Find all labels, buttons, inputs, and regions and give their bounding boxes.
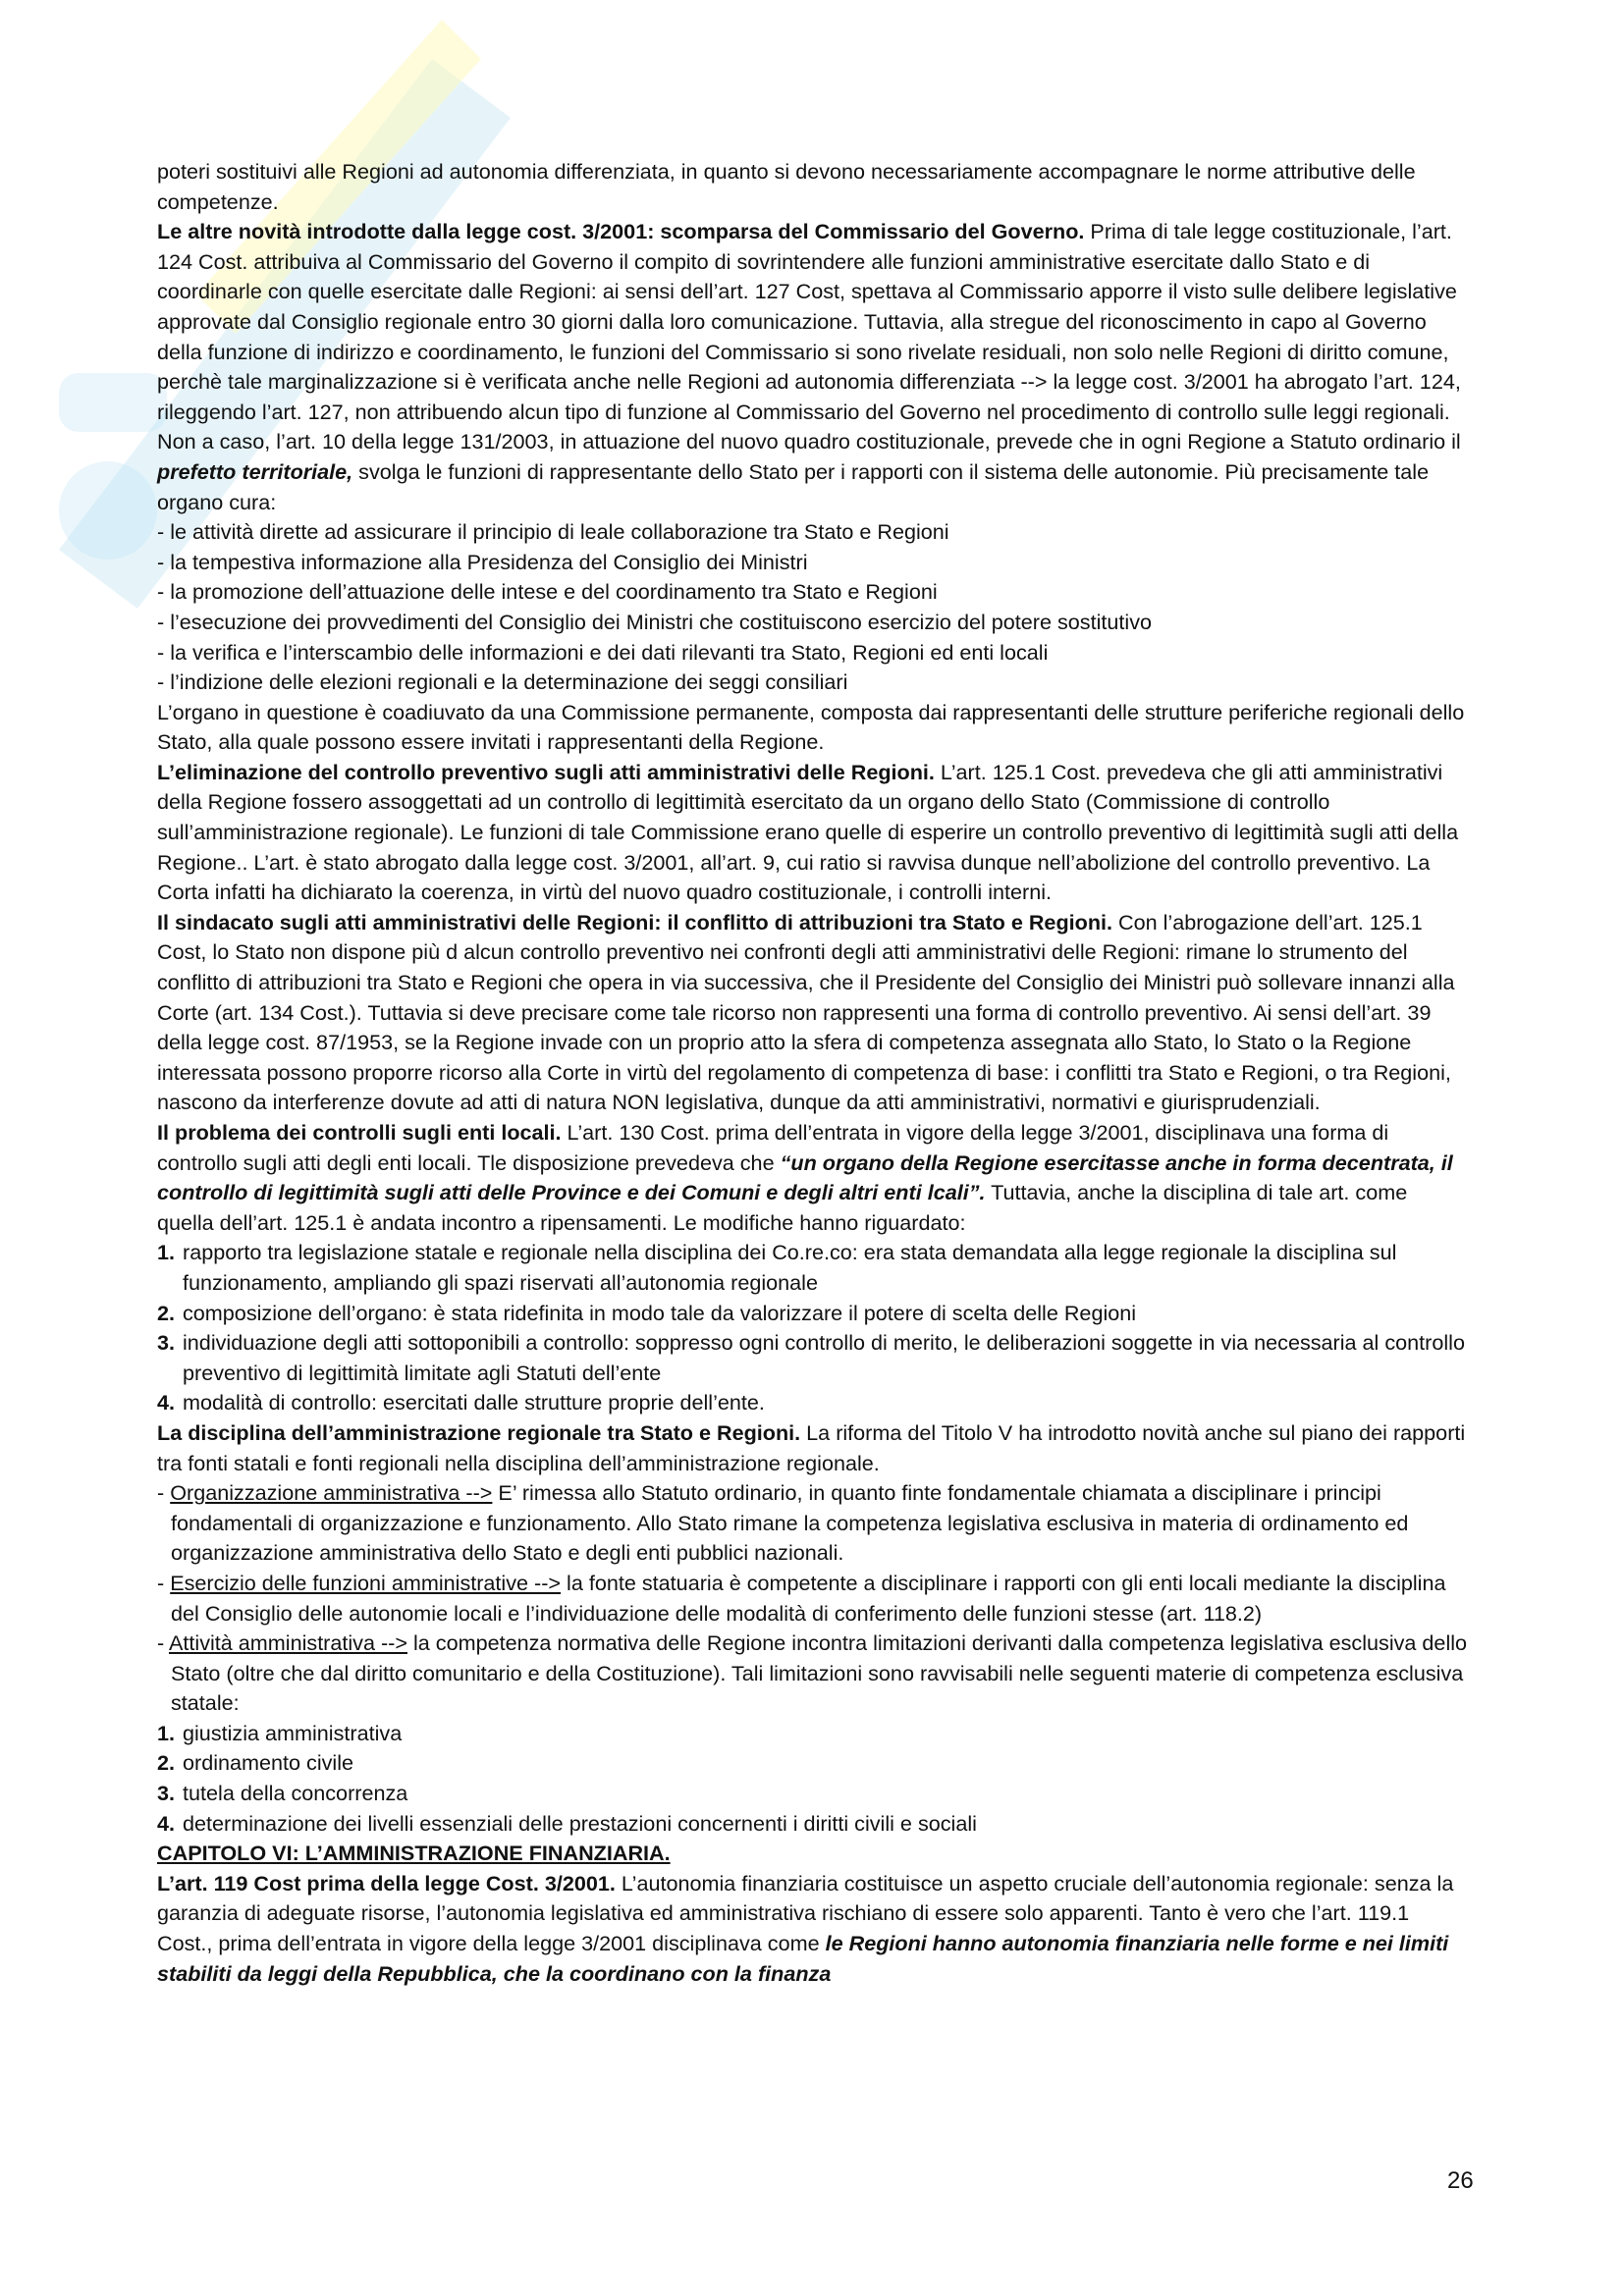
- list-item: - Attività amministrativa --> la competenza normativa delle Regione incontra limitazioni derivanti dalla competenza legislativa esclusiva dello Stato (oltre che dal diritto comunitario e della Costituzione). Tali limitazioni sono ravvisabili nelle seguenti materie di competenza esclusiva statale:: [157, 1630, 1468, 1716]
- paragraph-text: svolga le funzioni di rappresentante dello Stato per i rapporti con il sistema delle autonomie. Più precisamente tale organo cura:: [157, 458, 1430, 514]
- section-heading: L’art. 119 Cost prima della legge Cost. 3/2001.: [157, 1870, 616, 1896]
- list-item: - Organizzazione amministrativa --> E’ rimessa allo Statuto ordinario, in quanto finte fondamentale chiamata a disciplinare i principi fondamentali di organizzazione e funzionamento. Allo Stato rimane la competenza legislativa esclusiva in materia di ordinamento ed organizzazione amministrativa dello Stato e degli enti pubblici nazionali.: [157, 1480, 1409, 1566]
- underlined-term: Attività amministrativa -->: [169, 1630, 407, 1656]
- page-number: 26: [1447, 2167, 1474, 2194]
- paragraph-text: Tuttavia, anche la disciplina di tale art. come quella dell’art. 125.1 è andata incontro a ripensamenti. Le modifiche hanno riguardato:: [157, 1180, 1408, 1235]
- numbered-item: 4. modalità di controllo: esercitati dalle strutture proprie dell’ente.: [157, 1390, 765, 1415]
- list-item: - l’indizione delle elezioni regionali e la determinazione dei seggi consiliari: [157, 669, 848, 695]
- paragraph-text: Con l’abrogazione dell’art. 125.1 Cost, lo Stato non dispone più d alcun controllo preventivo nei confronti degli atti amministrativi delle Regioni: rimane lo strumento del conflitto di attribuzioni tra Stato e Regioni che opera in via successiva, che il Presidente del Consiglio dei Ministri può sollevare innanzi alla Corte (art. 134 Cost.). Tuttavia si deve precisare come tale ricorso non rappresenti una forma di controllo preventivo. Ai sensi dell’art. 39 della legge cost. 87/1953, se la Regione invade con un proprio atto la sfera di competenza assegnata allo Stato, lo Stato o la Regione interessata possono proporre ricorso alla Corte in virtù del regolamento di competenza di base: i conflitti tra Stato e Regioni, o tra Regioni, nascono da interferenze dovute ad atti di natura NON legislativa, dunque da atti amministrativi, normativi e giurisprudenziali.: [157, 909, 1455, 1115]
- paragraph-text: L’autonomia finanziaria costituisce un aspetto cruciale dell’autonomia regionale: senza la garanzia di adeguate risorse, l’autonomia legislativa ed amministrativa rischiano di essere solo apparenti. Tanto è vero che l’art. 119.1 Cost., prima dell’entrata in vigore della legge 3/2001 disciplinava come: [157, 1870, 1454, 1956]
- paragraph-art-119: [157, 1869, 1469, 1989]
- paragraph-text: L’art. 130 Cost. prima dell’entrata in vigore della legge 3/2001, disciplinava una forma di controllo sugli atti degli enti locali. Tle disposizione prevedeva che: [157, 1120, 1389, 1175]
- quote-text: “un organo della Regione esercitasse anche in forma decentrata, il controllo di legittimità sugli atti delle Province e dei Comuni e degli altri enti lcali”.: [157, 1149, 1453, 1205]
- paragraph-text: L’organo in questione è coadiuvato da una Commissione permanente, composta dai rappresentanti delle strutture periferiche regionali dello Stato, alla quale possono essere invitati i rappresentanti della Regione.: [157, 699, 1465, 755]
- list-item: - Esercizio delle funzioni amministrative --> la fonte statuaria è competente a disciplinare i rapporti con gli enti locali mediante la disciplina del Consiglio delle autonomie locali e l’individuazione delle modalità di conferimento delle funzioni stesse (art. 118.2): [157, 1570, 1446, 1626]
- underlined-term: Organizzazione amministrativa -->: [170, 1480, 493, 1506]
- section-heading: Le altre novità introdotte dalla legge cost. 3/2001: scomparsa del Commissario del Governo.: [157, 219, 1085, 244]
- emphasis-text: le Regioni hanno autonomia finanziaria nelle forme e nei limiti stabiliti da leggi della Repubblica, che la coordinano con la finanza: [157, 1931, 1449, 1986]
- numbered-item: 4. determinazione dei livelli essenziali delle prestazioni concernenti i diritti civili e sociali: [157, 1810, 977, 1836]
- paragraph-enti-locali: [157, 1118, 1469, 1238]
- emphasis-text: prefetto territoriale,: [157, 458, 353, 484]
- paragraph-sindacato: [157, 908, 1469, 1118]
- paragraph-text: La riforma del Titolo V ha introdotto novità anche sul piano dei rapporti tra fonti statali e fonti regionali nella disciplina dell’amministrazione regionale.: [157, 1419, 1466, 1475]
- list-item: - le attività dirette ad assicurare il principio di leale collaborazione tra Stato e Regioni: [157, 519, 949, 545]
- numbered-item: 3. tutela della concorrenza: [157, 1781, 408, 1806]
- chapter-title: CAPITOLO VI: L’AMMINISTRAZIONE FINANZIARIA.: [157, 1841, 671, 1866]
- paragraph-controllo-preventivo: [157, 758, 1469, 908]
- numbered-item: 2. ordinamento civile: [157, 1750, 354, 1776]
- paragraph-amministrazione-regionale: [157, 1418, 1469, 1478]
- paragraph-text: L’art. 125.1 Cost. prevedeva che gli atti amministrativi della Regione fossero assoggettati ad un controllo di legittimità esercitato da un organo dello Stato (Commissione di controllo sull’amministrazione regionale). Le funzioni di tale Commissione erano quelle di esperire un controllo preventivo di legittimità sugli atti della Regione.. L’art. è stato abrogato dalla legge cost. 3/2001, all’art. 9, cui ratio si ravvisa dunque nell’abolizione del controllo preventivo. La Corta infatti ha dichiarato la coerenza, in virtù del nuovo quadro costituzionale, i controlli interni.: [157, 759, 1459, 905]
- section-heading: Il sindacato sugli atti amministrativi delle Regioni: il conflitto di attribuzioni tra Stato e Regioni.: [157, 909, 1113, 934]
- numbered-item: 1. rapporto tra legislazione statale e regionale nella disciplina dei Co.re.co: era stata demandata alla legge regionale la disciplina sul funzionamento, ampliando gli spazi riservati all’autonomia regionale: [157, 1240, 1397, 1295]
- list-item: - la tempestiva informazione alla Presidenza del Consiglio dei Ministri: [157, 549, 808, 574]
- numbered-item: 2. composizione dell’organo: è stata ridefinita in modo tale da valorizzare il potere di scelta delle Regioni: [157, 1300, 1137, 1325]
- paragraph-text: Prima di tale legge costituzionale, l’art. 124 Cost. attribuiva al Commissario del Governo il compito di sovrintendere alle funzioni amministrative esercitate dallo Stato e di coordinarle con quelle esercitate dalle Regioni: ai sensi dell’art. 127 Cost, spettava al Commissario apporre il visto sulle delibere legislative approvate dal Consiglio regionale entro 30 giorni dalla loro comunicazione. Tuttavia, alla stregue del riconoscimento in capo al Governo della funzione di indirizzo e coordinamento, le funzioni del Commissario si sono rivelate residuali, non solo nelle Regioni di diritto comune, perchè tale marginalizzazione si è verificata anche nelle Regioni ad autonomia differenziata --> la legge cost. 3/2001 ha abrogato l’art. 124, rileggendo l’art. 127, non attribuendo alcun tipo di funzione al Commissario del Governo nel procedimento di controllo sulle leggi regionali. Non a caso, l’art. 10 della legge 131/2003, in attuazione del nuovo quadro costituzionale, prevede che in ogni Regione a Statuto ordinario il: [157, 219, 1461, 454]
- list-item: - la promozione dell’attuazione delle intese e del coordinamento tra Stato e Regioni: [157, 579, 938, 605]
- underlined-term: Esercizio delle funzioni amministrative -->: [170, 1570, 562, 1595]
- section-heading: La disciplina dell’amministrazione regionale tra Stato e Regioni.: [157, 1419, 801, 1445]
- paragraph-intro: poteri sostituivi alle Regioni ad autonomia differenziata, in quanto si devono necessariamente accompagnare le norme attributive delle competenze.: [157, 159, 1416, 214]
- list-item: - l’esecuzione dei provvedimenti del Consiglio dei Ministri che costituiscono esercizio del potere sostitutivo: [157, 609, 1152, 634]
- section-heading: Il problema dei controlli sugli enti locali.: [157, 1120, 562, 1145]
- section-heading: L’eliminazione del controllo preventivo sugli atti amministrativi delle Regioni.: [157, 759, 935, 784]
- numbered-item: 1. giustizia amministrativa: [157, 1720, 403, 1745]
- numbered-item: 3. individuazione degli atti sottoponibili a controllo: soppresso ogni controllo di merito, le deliberazioni soggette in via necessaria al controllo preventivo di legittimità limitate agli Statuti dell’ente: [157, 1330, 1465, 1385]
- list-item: - la verifica e l’interscambio delle informazioni e dei dati rilevanti tra Stato, Regioni ed enti locali: [157, 639, 1049, 665]
- document-page: [157, 157, 1469, 1989]
- paragraph-commissario: [157, 217, 1469, 517]
